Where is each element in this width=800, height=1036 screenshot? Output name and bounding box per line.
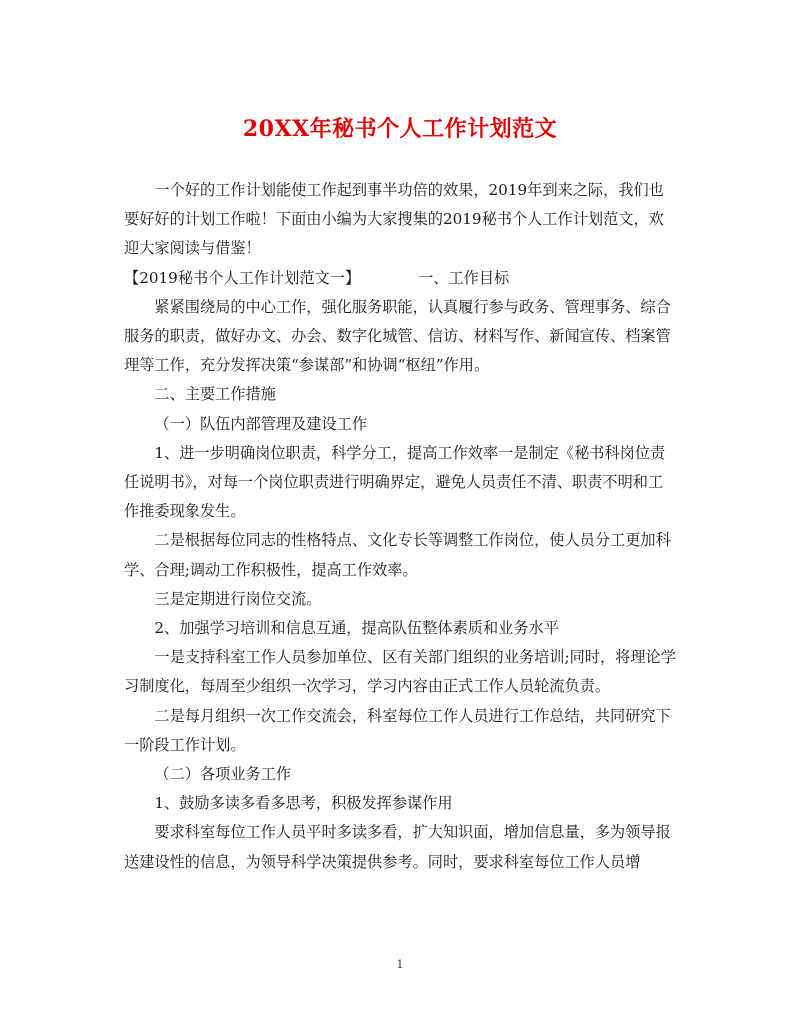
paragraph-training-heading: 2、加强学习培训和信息互通，提高队伍整体素质和业务水平	[154, 619, 559, 638]
subheading-business: （二）各项业务工作	[154, 765, 292, 784]
section-row	[124, 264, 676, 293]
paragraph-rotation: 三是定期进行岗位交流。	[154, 589, 322, 608]
section-label: 【2019秘书个人工作计划范文一】	[124, 268, 361, 287]
intro-paragraph: 一个好的工作计划能使工作起到事半功倍的效果，2019年到来之际，我们也要好好的计划工作啦！下面由小编为大家搜集的2019秘书个人工作计划范文，欢迎大家阅读与借鉴！	[124, 181, 664, 258]
document-title: 20XX年秘书个人工作计划范文	[242, 116, 558, 142]
paragraph-monthly-meeting: 二是每月组织一次工作交流会，科室每位工作人员进行工作总结，共同研究下一阶段工作计划。	[124, 706, 671, 754]
paragraph-adjust-positions: 二是根据每位同志的性格特点、文化专长等调整工作岗位，使人员分工更加科学、合理;调动工作积极性，提高工作效率。	[124, 531, 671, 579]
page-number: 1	[396, 958, 404, 971]
heading-measures: 二、主要工作措施	[154, 385, 276, 404]
paragraph-training: 一是支持科室工作人员参加单位、区有关部门组织的业务培训;同时，将理论学习制度化，每周至少组织一次学习，学习内容由正式工作人员轮流负责。	[124, 648, 676, 696]
document-body	[124, 176, 676, 877]
paragraph-read-more: 要求科室每位工作人员平时多读多看，扩大知识面，增加信息量，多为领导报送建设性的信息，为领导科学决策提供参考。同时，要求科室每位工作人员增	[124, 823, 671, 871]
heading-goal: 一、工作目标	[418, 268, 510, 287]
subheading-team: （一）队伍内部管理及建设工作	[154, 414, 368, 433]
goal-paragraph: 紧紧围绕局的中心工作，强化服务职能，认真履行参与政务、管理事务、综合服务的职责，做好办文、办会、数字化城管、信访、材料写作、新闻宣传、档案管理等工作，充分发挥决策“参谋部”和协调“枢纽”作用。	[124, 297, 671, 375]
paragraph-read-more-heading: 1、鼓励多读多看多思考，积极发挥参谋作用	[154, 794, 453, 813]
paragraph-responsibilities: 1、进一步明确岗位职责，科学分工，提高工作效率一是制定《秘书科岗位责任说明书》，对每一个岗位职责进行明确界定，避免人员责任不清、职责不明和工作推委现象发生。	[124, 443, 666, 521]
